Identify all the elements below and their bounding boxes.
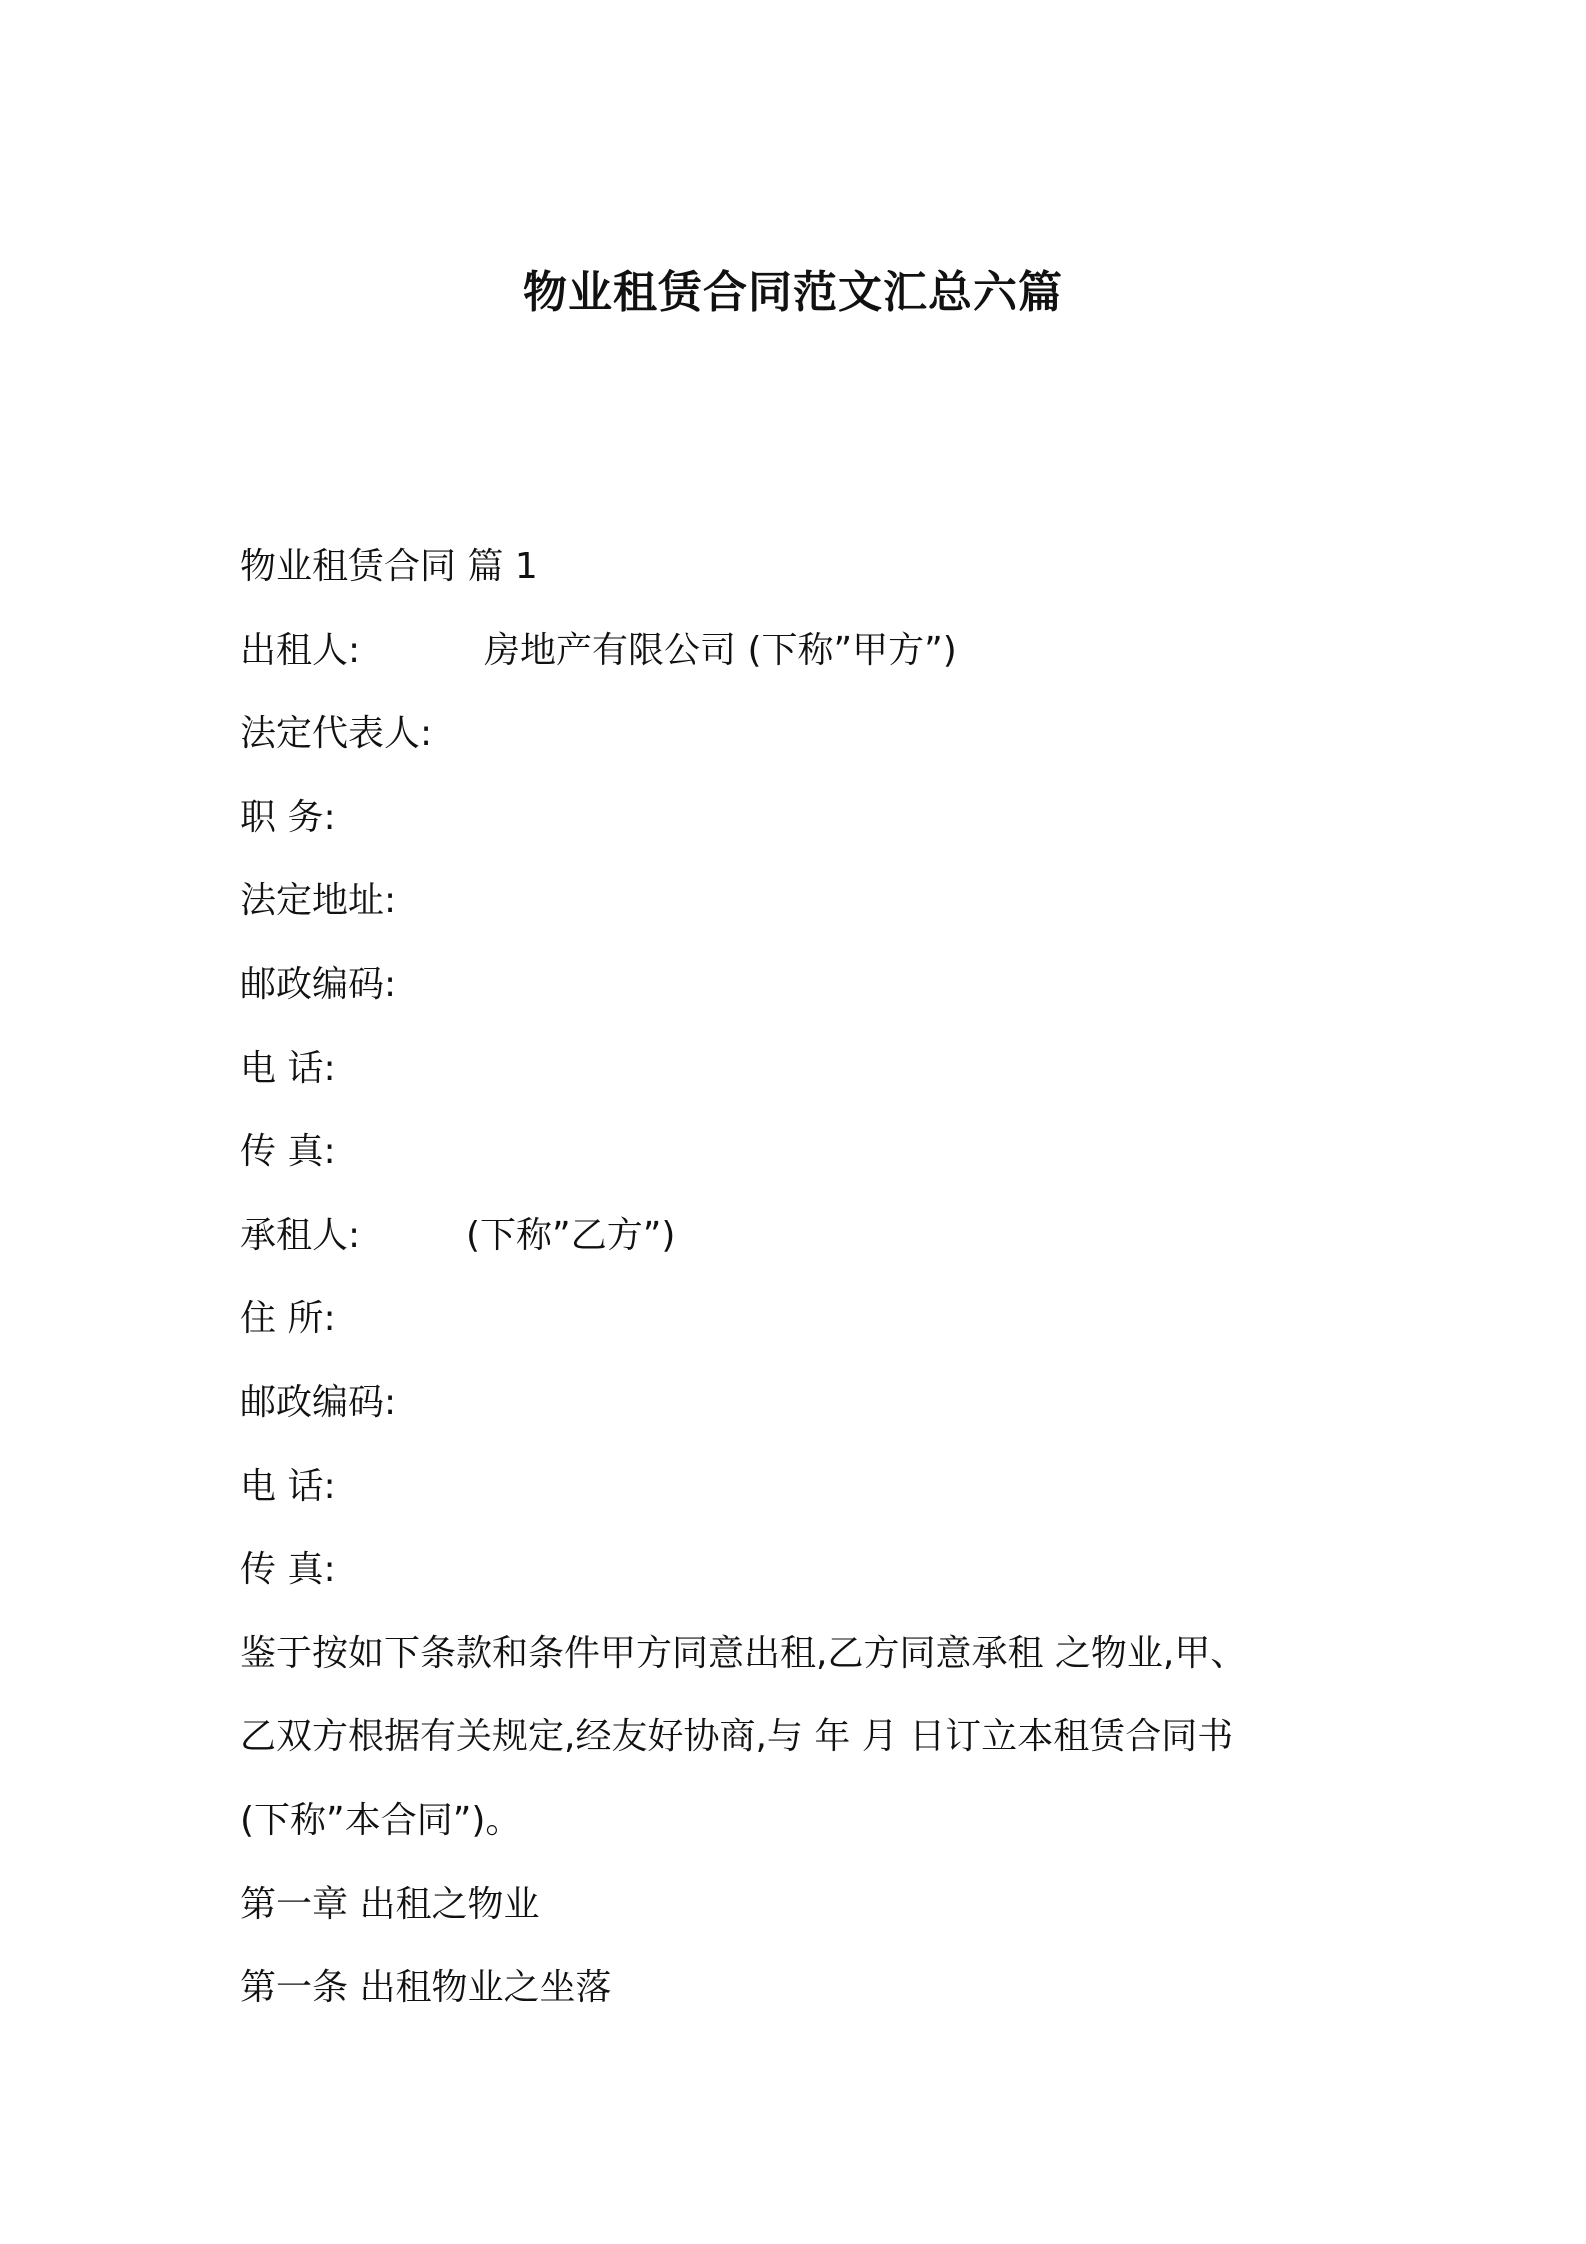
chapter-heading (240, 1870, 1360, 1954)
article-heading-text: 第一条 出租物业之坐落 (240, 1967, 612, 2009)
fax-label-lessor: 传 真: (240, 1131, 336, 1173)
chapter-heading-text: 第一章 出租之物业 (240, 1883, 540, 1925)
preamble-text-1: 鉴于按如下条款和条件甲方同意出租,乙方同意承租 之物业,甲、 (240, 1632, 1247, 1674)
lessor-line (240, 616, 1360, 700)
lessor-label: 出租人: (240, 629, 361, 671)
phone-label-lessor: 电 话: (240, 1047, 336, 1089)
preamble-text-2: 乙双方根据有关规定,经友好协商,与 年 月 日订立本租赁合同书 (240, 1716, 1234, 1758)
preamble-line-1 (240, 1619, 1360, 1703)
lessee-line (240, 1201, 1360, 1285)
legal-representative-line (240, 699, 1360, 783)
lessor-value: 房地产有限公司 (下称”甲方”) (484, 629, 957, 671)
fax-line-lessee (240, 1535, 1360, 1619)
lessee-label: 承租人: (240, 1214, 361, 1256)
residence-line (240, 1284, 1360, 1368)
phone-line-lessee (240, 1452, 1360, 1536)
postal-code-line-lessor (240, 950, 1360, 1034)
residence-label: 住 所: (240, 1298, 336, 1340)
preamble-line-3 (240, 1786, 1360, 1870)
postal-code-line-lessee (240, 1368, 1360, 1452)
legal-address-label: 法定地址: (240, 880, 397, 922)
fax-line-lessor (240, 1117, 1360, 1201)
postal-code-label-lessor: 邮政编码: (240, 963, 397, 1005)
section-heading (240, 532, 1360, 616)
document-body (240, 532, 1360, 2037)
phone-line-lessor (240, 1034, 1360, 1118)
legal-address-line (240, 866, 1360, 950)
article-heading (240, 1953, 1360, 2037)
document-title: 物业租赁合同范文汇总六篇 (523, 267, 1063, 318)
position-label: 职 务: (240, 796, 336, 838)
phone-label-lessee: 电 话: (240, 1465, 336, 1507)
fax-label-lessee: 传 真: (240, 1549, 336, 1591)
position-line (240, 783, 1360, 867)
section-heading-text: 物业租赁合同 篇 1 (240, 546, 538, 587)
lessee-value: (下称”乙方”) (466, 1214, 676, 1256)
legal-representative-label: 法定代表人: (240, 713, 433, 755)
postal-code-label-lessee: 邮政编码: (240, 1381, 397, 1423)
preamble-text-3: (下称”本合同”)。 (240, 1799, 522, 1841)
preamble-line-2 (240, 1702, 1360, 1786)
